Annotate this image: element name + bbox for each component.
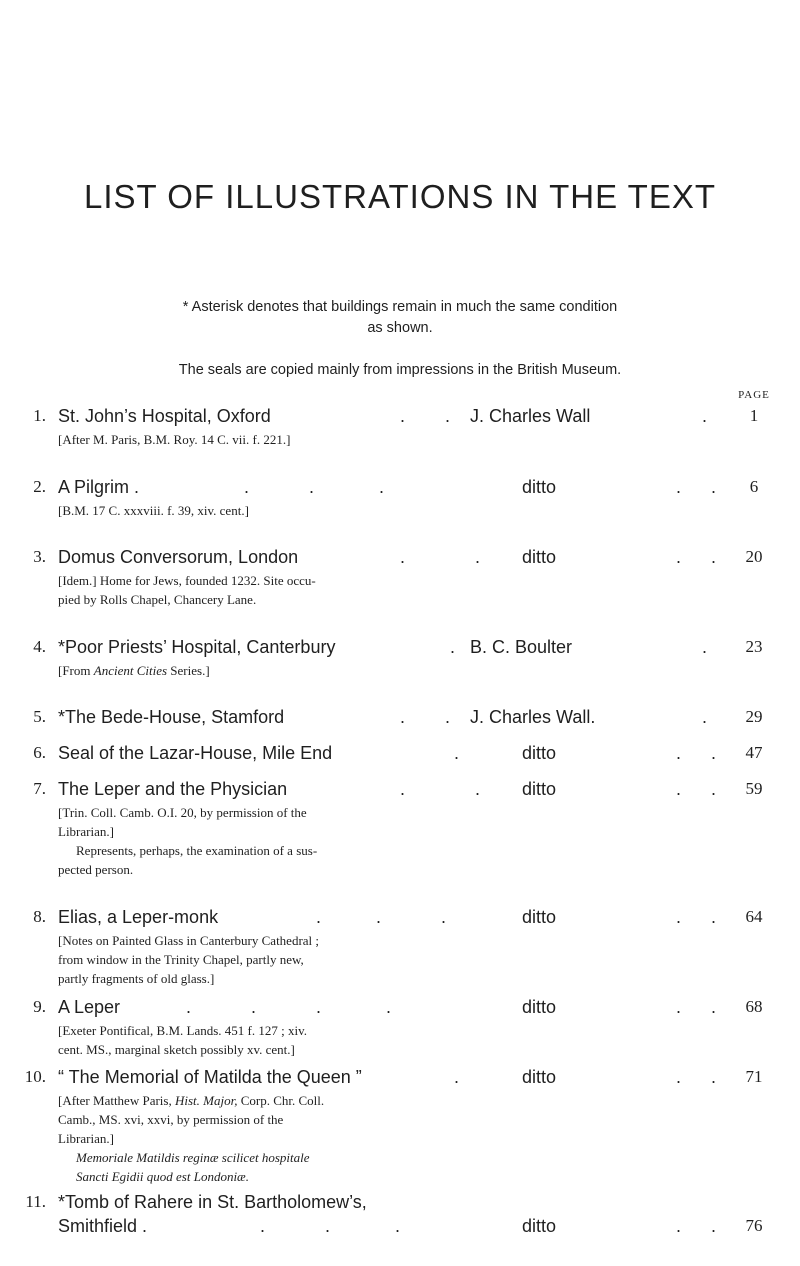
entry-title: The Leper and the Physician [58,779,288,799]
leader-dots: . . [400,406,451,426]
entry-note-line: Librarian.] [58,1131,114,1146]
entry-number: 4. [33,637,46,656]
leader-dots: . . [676,477,717,497]
entry-number: 3. [33,547,46,566]
leader-dots: . . . [260,1216,401,1236]
entry-note [58,1091,488,1186]
leader-dots: . . [676,779,717,799]
entry-note-suffix: Corp. Chr. Coll. [237,1093,325,1108]
entry-note-line: [B.M. 17 C. xxxviii. f. 39, xiv. cent.] [58,503,249,518]
entry-note [58,571,488,609]
entry-page: 68 [745,997,763,1016]
leader-dots: . [454,1067,460,1087]
page-column-heading: PAGE [738,389,770,401]
entry-title: Domus Conversorum, London [58,547,299,567]
entry-page: 23 [745,637,763,656]
entry-artist: ditto [522,547,557,567]
entry-page: 29 [745,707,763,726]
entry-note-line: Librarian.] [58,824,114,839]
leader-dots: . [702,406,708,426]
entry-title-continued: Smithfield . [58,1216,148,1236]
page-title: LIST OF ILLUSTRATIONS IN THE TEXT [83,178,716,215]
entry-artist: ditto [522,1216,557,1236]
entry-number: 1. [33,406,46,425]
entry-number: 8. [33,907,46,926]
entry-note-line: [Notes on Painted Glass in Canterbury Cathedral ; [58,933,320,948]
leader-dots: . . [676,1216,717,1236]
entry-artist: ditto [522,779,557,799]
entry-note-line: cent. MS., marginal sketch possibly xv. cent.] [58,1042,295,1057]
entry-title: *Poor Priests’ Hospital, Canterbury [58,637,336,657]
entry-artist: J. Charles Wall [470,406,591,426]
entry-note [58,1021,488,1059]
entry-artist: ditto [522,743,557,763]
entry-artist: ditto [522,1067,557,1087]
entry-number: 9. [33,997,46,1016]
entry-title: A Pilgrim . [58,477,140,497]
entry-note [58,803,488,879]
entry-note-line: from window in the Trinity Chapel, partly new, [58,952,304,967]
entry-note-italic: Hist. Major, [174,1093,238,1108]
leader-dots: . . [676,1067,717,1087]
entry-note-line: Represents, perhaps, the examination of a sus- [76,843,318,858]
entry-title: Elias, a Leper-monk [58,907,219,927]
entry-title: *Tomb of Rahere in St. Bartholomew’s, [58,1192,367,1212]
entry-page: 47 [745,743,763,762]
entry-title: St. John’s Hospital, Oxford [58,406,271,426]
entry-number: 10. [24,1067,46,1086]
leader-dots: . . [676,997,717,1017]
entry-note-line: partly fragments of old glass.] [58,971,215,986]
entry-number: 5. [33,707,46,726]
entry-page: 76 [745,1216,763,1235]
entry-page: 20 [745,547,763,566]
entry-note-italic: Ancient Cities [93,663,168,678]
entry-page: 1 [749,406,759,425]
entry-title: A Leper [58,997,121,1017]
entry-number: 6. [33,743,46,762]
asterisk-note-line2: as shown. [367,320,433,336]
entry-note [58,661,488,680]
leader-dots: . . [400,547,481,567]
leader-dots: . . [676,907,717,927]
entry-artist: ditto [522,997,557,1017]
entry-note-line: [Exeter Pontifical, B.M. Lands. 451 f. 127 ; xiv. [58,1023,308,1038]
seals-note: The seals are copied mainly from impressions in the British Museum. [178,362,622,378]
entry-artist: ditto [522,477,557,497]
leader-dots: . [454,743,460,763]
entry-note-line: pected person. [58,862,134,877]
entry-title: “ The Memorial of Matilda the Queen ” [58,1067,362,1087]
leader-dots: . . . . [186,997,392,1017]
leader-dots: . . [676,547,717,567]
leader-dots: . . . [316,907,447,927]
entry-note-line: Camb., MS. xvi, xxvi, by permission of the [58,1112,284,1127]
entry-note-line: [Trin. Coll. Camb. O.I. 20, by permission of the [58,805,307,820]
entry-note-prefix: [From [58,663,94,678]
entry-note [58,931,488,988]
entry-page: 71 [745,1067,763,1086]
entry-page: 59 [745,779,763,798]
entry-note [58,430,488,449]
entry-note-suffix: Series.] [167,663,210,678]
entry-number: 11. [25,1192,46,1211]
entry-note-line: Memoriale Matildis reginæ scilicet hospitale [76,1150,310,1165]
leader-dots: . . . [244,477,385,497]
leader-dots: . [450,637,456,657]
entry-note-line: Sancti Egidii quod est Londoniæ. [76,1169,249,1184]
entry-artist: B. C. Boulter [470,637,573,657]
leader-dots: . . [400,779,481,799]
entry-number: 2. [33,477,46,496]
entry-title: *The Bede-House, Stamford [58,707,285,727]
entry-note-line: [After M. Paris, B.M. Roy. 14 C. vii. f. 221.] [58,432,291,447]
entry-number: 7. [33,779,46,798]
entry-page: 6 [749,477,759,496]
entry-note-prefix: [After Matthew Paris, [58,1093,175,1108]
entry-note [58,501,488,520]
leader-dots: . [702,707,708,727]
entry-note-line: pied by Rolls Chapel, Chancery Lane. [58,592,257,607]
leader-dots: . [702,637,708,657]
entry-artist: ditto [522,907,557,927]
leader-dots: . . [400,707,451,727]
entry-artist: J. Charles Wall. [470,707,596,727]
entry-title: Seal of the Lazar-House, Mile End [58,743,333,763]
leader-dots: . . [676,743,717,763]
asterisk-note-line1: * Asterisk denotes that buildings remain in much the same condition [182,299,618,315]
entry-note-line: [Idem.] Home for Jews, founded 1232. Site occu- [58,573,316,588]
entry-page: 64 [745,907,763,926]
